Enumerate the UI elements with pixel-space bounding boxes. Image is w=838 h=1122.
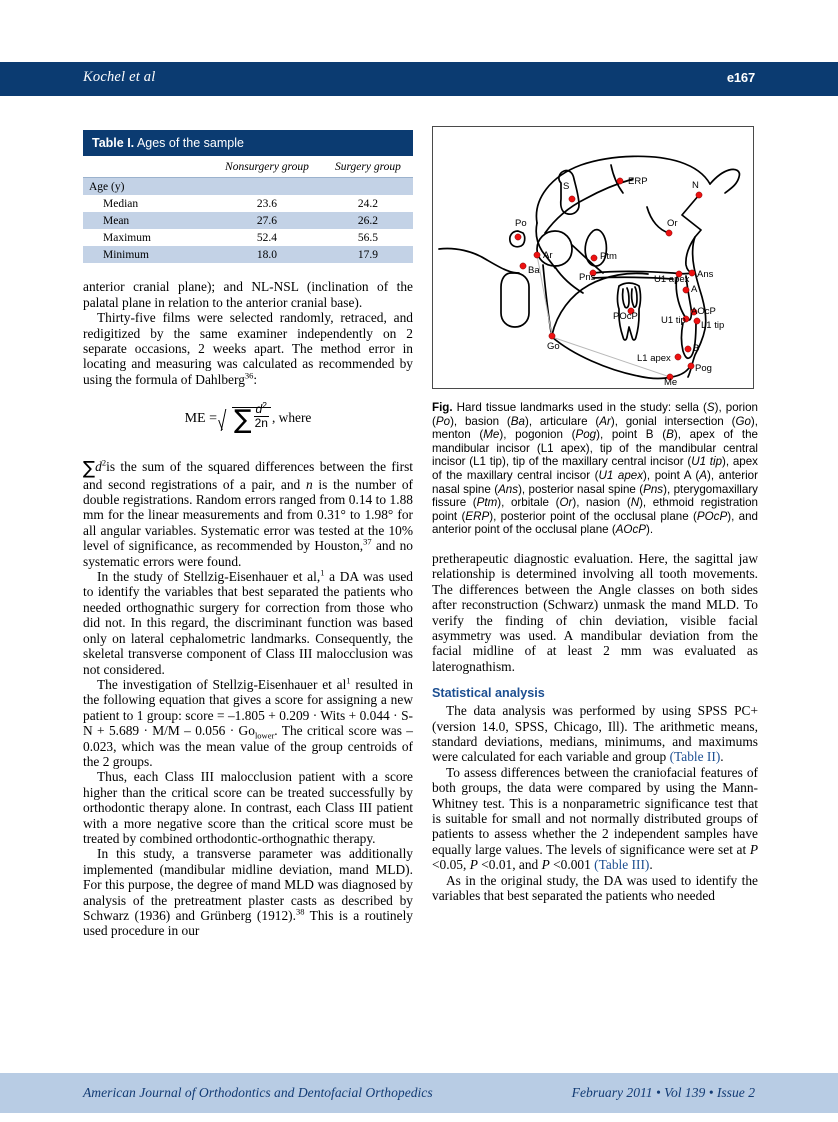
radical-vinculum	[232, 407, 271, 408]
caption-text: ), porion (	[432, 401, 759, 428]
caption-text: ), apex of the maxillary central incisor (	[432, 455, 758, 482]
caption-text: ), point A (	[643, 468, 700, 482]
landmark-point-ans	[689, 270, 695, 276]
landmark-point-n	[696, 192, 702, 198]
landmark-label-l1-apex: L1 apex	[637, 353, 671, 364]
caption-text: ), orbitale (	[497, 496, 560, 510]
cell-minimum-nonsurgery: 18.0	[211, 246, 323, 263]
formula-radical	[220, 400, 269, 436]
paragraph-discriminant-analysis: As in the original study, the DA was used to identify the variables that best separated the patients who needed	[432, 872, 758, 904]
landmark-label-a: A	[691, 284, 698, 295]
cross-reference-table-2[interactable]: (Table II)	[669, 749, 721, 765]
cervical-vertebra	[501, 273, 529, 327]
reference-marker-1b: 1	[346, 675, 351, 686]
caption-text: ), nasion (	[572, 496, 631, 510]
summation-symbol-inline: ∑	[83, 458, 96, 480]
cross-reference-table-3[interactable]: (Table III)	[594, 857, 650, 873]
landmark-label-b: B	[693, 343, 700, 354]
running-head	[0, 62, 838, 96]
column-header-nonsurgery: Nonsurgery group	[211, 156, 323, 178]
frontal-contour	[710, 169, 739, 193]
neck-contour	[439, 248, 519, 273]
cell-maximum-nonsurgery: 52.4	[211, 229, 323, 246]
equation-text-1: The investigation of Stellzig-Eisenhauer et al	[97, 676, 347, 692]
landmark-point-ptm	[591, 255, 597, 261]
caption-text: ), articulare (	[524, 414, 600, 428]
paragraph-mann-whitney	[432, 765, 758, 873]
caption-text: ), basion (	[450, 414, 511, 428]
maxilla-posterior-line	[572, 245, 603, 273]
sella-turcica-outline	[559, 170, 579, 214]
table-ages-of-sample	[83, 130, 413, 263]
summation-symbol: ∑	[234, 405, 252, 436]
group-blank-1	[211, 178, 323, 196]
column-header-surgery: Surgery group	[323, 156, 413, 178]
table-row	[83, 195, 413, 212]
method-error-formula	[83, 397, 413, 449]
after-formula-text-3: and no systematic errors were found.	[83, 538, 413, 569]
landmark-label-po: Po	[515, 218, 527, 229]
figure-caption	[432, 401, 758, 537]
cell-median-nonsurgery: 23.6	[211, 195, 323, 212]
reference-marker-1a: 1	[320, 567, 325, 578]
mann-text-1: To assess differences between the craniofacial features of both groups, the data were compared by using the Mann-Whitney test. This is a nonparametric significance test that is suitable for small and not normally distributed groups of patients to assess whether the 2 independent samples have equally large values. The levels of significance were set at	[432, 764, 758, 857]
caption-abbreviation: S	[706, 401, 715, 414]
numerator-exponent: 2	[262, 400, 267, 411]
table-group-row	[83, 178, 413, 196]
p-value-symbol-3: P	[541, 857, 550, 873]
p-value-2: <0.01, and	[477, 857, 542, 873]
caption-abbreviation: AOcP	[615, 523, 646, 537]
landmark-label-s: S	[563, 181, 570, 192]
paragraph-spss	[432, 703, 758, 765]
landmark-label-go: Go	[547, 341, 560, 352]
caption-abbreviation: B	[666, 428, 674, 442]
subscript-lower: lower	[254, 730, 275, 741]
table-row	[83, 229, 413, 246]
landmark-label-u1-tip: U1 tip	[661, 315, 686, 326]
caption-abbreviation: Ans	[498, 482, 519, 496]
occipital-outline	[536, 223, 555, 268]
table-caption	[83, 130, 413, 156]
caption-abbreviation: Pog	[575, 428, 597, 442]
formula-trailing-text: , where	[271, 410, 312, 426]
paragraph-after-formula	[83, 459, 413, 569]
table-label: Table I.	[92, 136, 135, 150]
landmark-point-l1-apex	[675, 354, 681, 360]
caption-text: ), point B (	[596, 428, 667, 442]
paragraph-thus-treatment: Thus, each Class III malocclusion patient with a score higher than the critical score can be treated successfully by orthodontic therapy alone. In contrast, each Class III patient with a more negative score than the critical score must be treated by combined orthodontic-orthognathic therapy.	[83, 769, 413, 846]
landmark-point-b	[685, 346, 691, 352]
numerator-variable: d	[255, 402, 263, 417]
paragraph-pretherapeutic: pretherapeutic diagnostic evaluation. Here, the sagittal jaw relationship is determined involving all tooth movements. The differences between the Angle classes on both sides after reconstruction (Schwarz) unmask the mand MLD. To verify the finding of chin deviation, visible facial asymmetry was used. A mandibular deviation from the facial midline of at least 2 mm was evaluated as laterognathism.	[432, 550, 758, 674]
exponent-2: 2	[101, 457, 107, 468]
paragraph-method-error	[83, 310, 413, 387]
reference-marker-37: 37	[363, 536, 372, 547]
spss-text-1: The data analysis was performed by using SPSS PC+ (version 14.0, SPSS, Chicago, Ill). The arithmetic means, standard deviations, medians, minimums, and maximums were calculated for each variable and group	[432, 703, 758, 765]
variable-d: d	[95, 459, 102, 475]
cephalometric-figure	[432, 126, 754, 389]
p-value-1: <0.05,	[432, 857, 470, 873]
column-header-blank	[83, 156, 211, 178]
table-title-text: Ages of the sample	[136, 136, 244, 150]
caption-abbreviation: Me	[483, 428, 500, 442]
landmark-label-erp: ERP	[628, 176, 648, 187]
landmark-label-l1-tip: L1 tip	[701, 320, 725, 331]
table-row	[83, 246, 413, 263]
mann-text-2: .	[649, 857, 653, 873]
caption-abbreviation: Ba	[510, 414, 525, 428]
caption-abbreviation: U1 apex	[598, 468, 644, 482]
stellzig-text-2: a DA was used to identify the variables that best separated the patients who needed orthognathic surgery for correction from those who did not. In this regard, the discriminant function was based only on lateral cephalometric landmarks. Consequently, the skeletal transverse component of Class III malocclusion was not considered.	[83, 569, 413, 677]
paragraph-transverse-parameter	[83, 846, 413, 938]
p-value-symbol-2: P	[469, 857, 478, 873]
landmark-label-pns: Pns	[579, 272, 596, 283]
landmark-label-ba: Ba	[528, 265, 540, 276]
caption-abbreviation: Pns	[643, 482, 664, 496]
reference-marker-36: 36	[244, 370, 254, 381]
page-footer	[0, 1073, 838, 1113]
landmark-point-a	[683, 287, 689, 293]
landmark-label-aocp: AOcP	[691, 306, 716, 317]
footer-issue-info: February 2011 • Vol 139 • Issue 2	[571, 1085, 755, 1100]
landmark-point-ba	[520, 263, 526, 269]
landmark-label-pocp: POcP	[613, 311, 638, 322]
landmark-point-or	[666, 230, 672, 236]
figure-label: Fig.	[432, 401, 453, 414]
method-error-text: Thirty-five films were selected randomly, retraced, and redigitized by the same examiner independently on 2 separate occasions, 2 weeks apart. The method error in locating and measuring was calculated as recommended by using the formula of Dahlberg	[83, 310, 413, 387]
caption-abbreviation: Po	[435, 414, 451, 428]
transverse-text-2: This is a routinely used procedure in our	[83, 908, 413, 939]
p-value-symbol-1: P	[749, 841, 758, 857]
reference-marker-38: 38	[295, 906, 305, 917]
landmark-point-pog	[688, 363, 694, 369]
caption-abbreviation: Go	[735, 414, 751, 428]
paragraph-continued: anterior cranial plane); and NL-NSL (inclination of the palatal plane in relation to the anterior cranial base).	[83, 279, 413, 310]
caption-abbreviation: Or	[559, 496, 573, 510]
landmark-label-n: N	[692, 180, 699, 191]
caption-abbreviation: Ar	[599, 414, 611, 428]
paragraph-stellzig-study	[83, 569, 413, 677]
landmark-point-ar	[534, 252, 540, 258]
caption-text: ), menton (	[432, 414, 758, 442]
landmark-point-go	[549, 333, 555, 339]
table-row	[83, 212, 413, 229]
stellzig-text-1: In the study of Stellzig-Eisenhauer et al,	[97, 569, 321, 585]
row-label-minimum: Minimum	[83, 246, 211, 263]
chin-contour	[671, 368, 689, 377]
landmark-point-erp	[617, 178, 623, 184]
formula-lhs: ME =	[184, 411, 218, 427]
caption-text: ), and anterior point of the occlusal plane (	[432, 509, 758, 537]
after-formula-text-1: is the sum of the squared differences between the first and second registrations of a pair, and	[83, 459, 413, 492]
landmark-point-l1-tip	[694, 318, 700, 324]
section-heading-statistical-analysis: Statistical analysis	[432, 686, 545, 701]
cephalometric-tracing-svg	[433, 127, 753, 388]
equation-text-3: . The critical score was –0.023, which was the mean value of the group centroids of the 2 groups.	[83, 723, 413, 769]
row-label-maximum: Maximum	[83, 229, 211, 246]
left-column	[83, 130, 413, 939]
variable-n: n	[305, 476, 313, 492]
cell-mean-nonsurgery: 27.6	[211, 212, 323, 229]
table-header-row	[83, 156, 413, 178]
caption-text: ), pogonion (	[499, 428, 576, 442]
landmark-label-ar: Ar	[543, 250, 553, 261]
landmark-label-or: Or	[667, 218, 678, 229]
caption-text: ), ethmoid registration point (	[432, 496, 758, 523]
landmark-label-pog: Pog	[695, 363, 712, 374]
paragraph-discriminant-equation	[83, 677, 413, 769]
caption-abbreviation: N	[630, 496, 640, 510]
cell-mean-surgery: 26.2	[323, 212, 413, 229]
cell-maximum-surgery: 56.5	[323, 229, 413, 246]
landmark-point-s	[569, 196, 575, 202]
cell-median-surgery: 24.2	[323, 195, 413, 212]
caption-text: ), posterior point of the occlusal plane (	[489, 509, 697, 523]
caption-abbreviation: Ptm	[476, 496, 498, 510]
caption-abbreviation: ERP	[465, 509, 490, 523]
transverse-text-1: In this study, a transverse parameter was additionally implemented (mandibular midline deviation, mand MLD). For this purpose, the degree of mand MLD was diagnosed by analysis of the pretreatment plaster casts as described by Schwarz (1936) and Grünberg (1912).	[83, 846, 413, 923]
caption-abbreviation: A	[699, 468, 708, 482]
cell-minimum-surgery: 17.9	[323, 246, 413, 263]
running-head-author: Kochel et al	[83, 69, 156, 85]
caption-abbreviation: U1 tip	[691, 455, 723, 469]
caption-text: ), pterygomaxillary fissure (	[432, 482, 758, 510]
molar-pulp-right	[632, 287, 637, 307]
method-error-colon: :	[253, 371, 258, 387]
p-value-3: <0.001	[549, 857, 595, 873]
landmark-point-po	[515, 234, 521, 240]
caption-text: ).	[645, 523, 654, 537]
caption-abbreviation: POcP	[696, 509, 728, 523]
figure-caption-body	[432, 401, 758, 536]
equation-text-2: resulted in the following equation that gives a score for assigning a new patient to 1 group: score = –1.805 + 0.209 · Wits + 0.044 · S-N + 5.689 · M/M – 0.056 · Go	[83, 676, 413, 739]
ages-table	[83, 156, 413, 263]
landmark-label-ptm: Ptm	[600, 251, 617, 262]
group-blank-2	[323, 178, 413, 196]
group-label-age: Age (y)	[83, 178, 211, 196]
footer-journal-name: American Journal of Orthodontics and Dentofacial Orthopedics	[83, 1085, 433, 1100]
landmark-label-me: Me	[664, 377, 678, 388]
caption-text: ), apex of the mandibular incisor (L1 apex), tip of the mandibular central incisor (L1 tip), tip of the maxillary central incisor (	[432, 428, 758, 469]
landmark-label-ans: Ans	[697, 269, 714, 280]
fraction-numerator	[254, 400, 269, 417]
caption-text: Hard tissue landmarks used in the study: sella (	[456, 401, 707, 414]
caption-text: ), anterior nasal spine (	[432, 468, 758, 496]
row-label-median: Median	[83, 195, 211, 212]
caption-text: ), posterior nasal spine (	[518, 482, 644, 496]
molar-pulp-left	[623, 288, 629, 308]
running-head-page-number: e167	[726, 70, 755, 85]
row-label-mean: Mean	[83, 212, 211, 229]
right-column	[432, 126, 758, 903]
spss-text-2: .	[720, 749, 724, 765]
fraction-denominator: 2n	[254, 416, 268, 431]
landmark-layer	[515, 176, 724, 388]
caption-text: ), gonial intersection (	[610, 414, 736, 428]
landmark-label-u1-apex: U1 apex	[654, 274, 690, 285]
after-formula-text-2: is the number of double registrations. Random errors ranged from 0.14 to 1.88 mm for the linear measurements and from 0.31° to 1.98° for all angular variables. Systematic error was tested at the 10% level of significance, as recommended by Houston,	[83, 476, 413, 554]
orbital-floor	[647, 207, 669, 233]
